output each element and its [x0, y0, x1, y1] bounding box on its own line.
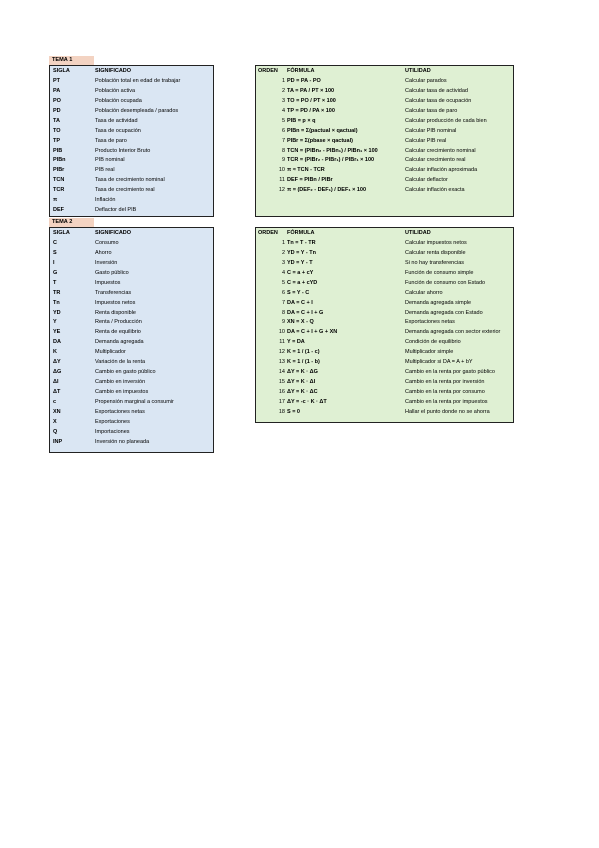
header-formula: FÓRMULA — [287, 68, 315, 74]
symbol-sigla: Q — [53, 428, 58, 435]
formula-text: Tn = T - TR — [287, 239, 316, 246]
formula-text: PIBn = Σ(pactual × qactual) — [287, 127, 358, 134]
formula-text: PD = PA - PO — [287, 77, 321, 84]
symbol-significado: Tasa de paro — [95, 137, 127, 144]
symbol-sigla: PT — [53, 77, 61, 84]
symbol-row — [50, 137, 213, 147]
formula-orden: 3 — [281, 259, 285, 266]
formula-utilidad: Calcular inflación exacta — [405, 187, 465, 194]
formula-text: π ≈ TCN - TCR — [287, 167, 325, 174]
tema2-symbols-table — [49, 227, 214, 453]
symbol-sigla: TR — [53, 289, 61, 296]
symbol-significado: Impuestos netos — [95, 299, 136, 306]
formula-row — [256, 269, 513, 279]
formula-orden: 6 — [281, 289, 285, 296]
symbol-row — [50, 206, 213, 216]
symbol-sigla: PO — [53, 97, 61, 104]
symbol-sigla: PIB — [53, 147, 63, 154]
header-sigla: SIGLA — [53, 68, 70, 74]
formula-utilidad: Cambio en la renta por consumo — [405, 389, 485, 395]
formula-text: DEF = PIBn / PIBr — [287, 177, 333, 184]
formula-row — [256, 137, 513, 147]
symbol-significado: Importaciones — [95, 428, 130, 435]
symbol-row — [50, 196, 213, 206]
formula-text: DA = C + I + G — [287, 309, 324, 316]
formula-orden: 16 — [278, 389, 285, 395]
symbol-sigla: ΔY — [53, 359, 61, 366]
formula-text: YD = Y - Tn — [287, 249, 316, 256]
symbol-row — [50, 289, 213, 299]
symbol-significado: Población desempleada / parados — [95, 107, 179, 114]
symbol-sigla: S — [53, 249, 57, 256]
tema1-formulas-table — [255, 65, 514, 217]
symbol-sigla: DA — [53, 339, 61, 346]
formula-orden: 9 — [281, 319, 285, 326]
header-formula: FÓRMULA — [287, 230, 315, 236]
formula-text: YD = Y - T — [287, 259, 313, 266]
symbol-significado: Cambio en impuestos — [95, 389, 149, 395]
formula-orden: 8 — [281, 147, 285, 154]
symbol-significado: Variación de la renta — [95, 359, 146, 366]
symbol-row — [50, 147, 213, 157]
header-significado: SIGNIFICADO — [95, 230, 132, 236]
formula-text: π = (DEF₂ - DEF₁) / DEF₁ × 100 — [287, 187, 367, 194]
formula-row — [256, 166, 513, 176]
header-utilidad: UTILIDAD — [405, 68, 431, 74]
formula-utilidad: Demanda agregada simple — [405, 299, 472, 306]
formula-orden: 7 — [281, 299, 285, 306]
formula-row — [256, 156, 513, 166]
symbol-significado: Renta / Producción — [95, 319, 142, 326]
tema1-symbols-table — [49, 65, 214, 217]
symbol-significado: Inversión no planeada — [95, 438, 150, 445]
formula-text: DA = C + I + G + XN — [287, 329, 338, 336]
symbol-sigla: TP — [53, 137, 61, 144]
symbol-significado: Multiplicador — [95, 349, 126, 356]
formula-orden: 6 — [281, 127, 285, 134]
header-orden: ORDEN — [258, 68, 278, 74]
symbol-sigla: XN — [53, 408, 61, 415]
symbol-row — [50, 299, 213, 309]
formula-row — [256, 117, 513, 127]
formula-orden: 3 — [281, 97, 285, 104]
formula-utilidad: Calcular deflactor — [405, 177, 448, 184]
formula-orden: 7 — [281, 137, 285, 144]
formula-utilidad: Cambio en la renta por gasto público — [405, 369, 495, 376]
formula-text: ΔY = K · ΔC — [287, 389, 318, 395]
symbol-row — [50, 186, 213, 196]
header-utilidad: UTILIDAD — [405, 230, 431, 236]
symbol-significado: Propensión marginal a consumir — [95, 398, 174, 405]
formula-text: ΔY = K · ΔG — [287, 369, 318, 376]
symbol-significado: Población total en edad de trabajar — [95, 77, 181, 84]
formula-row — [256, 239, 513, 249]
symbol-row — [50, 309, 213, 319]
formula-orden: 13 — [278, 359, 285, 366]
header-orden: ORDEN — [258, 230, 278, 236]
formula-text: TO = PO / PT × 100 — [287, 97, 336, 104]
symbol-sigla: PA — [53, 87, 61, 94]
formula-orden: 11 — [279, 177, 285, 184]
symbol-sigla: c — [53, 398, 57, 405]
symbol-significado: Renta disponible — [95, 309, 136, 316]
formula-row — [256, 309, 513, 319]
symbol-sigla: PIBn — [53, 157, 66, 164]
symbol-row — [50, 77, 213, 87]
formula-orden: 9 — [281, 157, 285, 164]
symbol-sigla: DEF — [53, 207, 64, 214]
symbol-row — [50, 368, 213, 378]
formula-orden: 10 — [278, 329, 285, 336]
formula-utilidad: Calcular PIB real — [405, 137, 447, 144]
formula-utilidad: Demanda agregada con Estado — [405, 309, 483, 316]
symbol-row — [50, 428, 213, 438]
symbol-significado: Exportaciones — [95, 418, 130, 425]
symbol-row — [50, 127, 213, 137]
tema2-formulas-header — [256, 229, 513, 239]
symbol-significado: Ahorro — [95, 249, 112, 256]
formula-text: S = Y - C — [287, 289, 310, 296]
symbol-row — [50, 378, 213, 388]
formula-orden: 5 — [281, 279, 285, 286]
symbol-significado: Exportaciones netas — [95, 408, 145, 415]
formula-orden: 12 — [278, 187, 285, 194]
formula-row — [256, 368, 513, 378]
tema1-symbols-header — [50, 67, 213, 77]
symbol-significado: Impuestos — [95, 279, 121, 286]
formula-row — [256, 176, 513, 186]
symbol-sigla: YE — [53, 329, 61, 336]
symbol-significado: Tasa de crecimiento real — [95, 187, 155, 194]
formula-utilidad: Multiplicador si DA = A + bY — [405, 359, 473, 366]
symbol-significado: Transferencias — [95, 289, 132, 296]
formula-orden: 10 — [278, 167, 285, 174]
formula-utilidad: Hallar el punto donde no se ahorra — [405, 408, 490, 415]
symbol-row — [50, 259, 213, 269]
formula-row — [256, 318, 513, 328]
formula-row — [256, 87, 513, 97]
symbol-row — [50, 358, 213, 368]
formula-orden: 18 — [278, 408, 285, 415]
symbol-row — [50, 279, 213, 289]
formula-utilidad: Exportaciones netas — [405, 319, 455, 326]
symbol-sigla: YD — [53, 309, 61, 316]
formula-orden: 14 — [278, 369, 285, 376]
formula-row — [256, 107, 513, 117]
symbol-significado: Inversión — [95, 259, 118, 266]
symbol-sigla: ΔG — [53, 369, 62, 376]
formula-utilidad: Si no hay transferencias — [405, 259, 465, 266]
formula-text: DA = C + I — [287, 299, 313, 306]
symbol-row — [50, 398, 213, 408]
formula-row — [256, 299, 513, 309]
formula-text: Y = DA — [287, 339, 305, 346]
tema1-label: TEMA 1 — [49, 56, 94, 65]
symbol-row — [50, 438, 213, 448]
formula-orden: 2 — [281, 249, 285, 256]
tema2-symbols-header — [50, 229, 213, 239]
formula-utilidad: Cambio en la renta por inversión — [405, 379, 485, 386]
formula-text: PIB = p × q — [287, 117, 316, 124]
symbol-row — [50, 117, 213, 127]
formula-orden: 12 — [278, 349, 285, 356]
symbol-sigla: X — [53, 418, 57, 425]
formula-row — [256, 147, 513, 157]
header-significado: SIGNIFICADO — [95, 68, 132, 74]
formula-text: TCR = (PIBr₂ - PIBr₁) / PIBr₁ × 100 — [287, 157, 375, 164]
formula-utilidad: Calcular inflación aproximada — [405, 167, 478, 174]
symbol-sigla: K — [53, 349, 57, 356]
formula-row — [256, 328, 513, 338]
symbol-significado: Población ocupada — [95, 97, 142, 104]
formula-row — [256, 97, 513, 107]
symbol-row — [50, 328, 213, 338]
formula-utilidad: Calcular producción de cada bien — [405, 117, 487, 124]
symbol-sigla: TCR — [53, 187, 65, 194]
formula-orden: 15 — [278, 379, 285, 386]
formula-utilidad: Condición de equilibrio — [405, 339, 461, 346]
symbol-significado: Tasa de actividad — [95, 117, 138, 124]
symbol-significado: Demanda agregada — [95, 339, 144, 346]
symbol-significado: Producto Interior Bruto — [95, 147, 151, 154]
formula-orden: 5 — [281, 117, 285, 124]
symbol-significado: Cambio en inversión — [95, 379, 146, 386]
symbol-significado: Inflación — [95, 197, 116, 204]
symbol-significado: Gasto público — [95, 269, 129, 276]
symbol-sigla: G — [53, 269, 58, 276]
symbol-row — [50, 318, 213, 328]
symbol-sigla: Tn — [53, 299, 60, 306]
formula-row — [256, 388, 513, 398]
tema2-formulas-table — [255, 227, 514, 423]
formula-row — [256, 398, 513, 408]
formula-orden: 17 — [278, 398, 285, 405]
formula-row — [256, 408, 513, 418]
symbol-sigla: ΔI — [53, 379, 59, 386]
symbol-sigla: PIBr — [53, 167, 65, 174]
formula-utilidad: Calcular crecimiento nominal — [405, 147, 476, 154]
formula-text: C = a + cYD — [287, 279, 318, 286]
formula-utilidad: Función de consumo con Estado — [405, 279, 486, 286]
symbol-sigla: ΔT — [53, 389, 61, 395]
formula-orden: 1 — [281, 239, 285, 246]
formula-text: K = 1 / (1 - c) — [287, 349, 320, 356]
formula-text: TP = PD / PA × 100 — [287, 107, 335, 114]
formula-text: TA = PA / PT × 100 — [287, 87, 335, 94]
symbol-row — [50, 348, 213, 358]
symbol-significado: Cambio en gasto público — [95, 369, 156, 376]
symbol-row — [50, 249, 213, 259]
formula-orden: 8 — [281, 309, 285, 316]
formula-row — [256, 77, 513, 87]
symbol-row — [50, 97, 213, 107]
symbol-row — [50, 388, 213, 398]
formula-utilidad: Cambio en la renta por impuestos — [405, 398, 488, 405]
header-sigla: SIGLA — [53, 230, 70, 236]
formula-text: XN = X - Q — [287, 319, 314, 326]
formula-text: TCN = (PIBn₂ - PIBn₁) / PIBn₁ × 100 — [287, 147, 378, 154]
symbol-row — [50, 87, 213, 97]
formula-utilidad: Calcular ahorro — [405, 289, 443, 296]
symbol-sigla: T — [53, 279, 57, 286]
formula-row — [256, 348, 513, 358]
formula-row — [256, 259, 513, 269]
formula-text: S = 0 — [287, 408, 300, 415]
formula-row — [256, 127, 513, 137]
formula-utilidad: Calcular tasa de ocupación — [405, 97, 472, 104]
symbol-sigla: PD — [53, 107, 61, 114]
formula-row — [256, 186, 513, 196]
formula-orden: 4 — [281, 269, 285, 276]
symbol-row — [50, 176, 213, 186]
formula-utilidad: Calcular renta disponible — [405, 249, 466, 256]
symbol-row — [50, 166, 213, 176]
formula-row — [256, 358, 513, 368]
formula-orden: 1 — [281, 77, 285, 84]
symbol-row — [50, 408, 213, 418]
tema2-label: TEMA 2 — [49, 218, 94, 227]
symbol-significado: Deflactor del PIB — [95, 207, 137, 214]
symbol-row — [50, 418, 213, 428]
tema1-formulas-header — [256, 67, 513, 77]
formula-utilidad: Calcular tasa de actividad — [405, 87, 468, 94]
symbol-significado: Consumo — [95, 239, 119, 246]
formula-row — [256, 338, 513, 348]
formula-text: ΔY = K · ΔI — [287, 379, 316, 386]
symbol-significado: Tasa de ocupación — [95, 127, 141, 134]
formula-text: C = a + cY — [287, 269, 314, 276]
symbol-row — [50, 338, 213, 348]
symbol-significado: PIB real — [95, 167, 115, 174]
symbol-sigla: INP — [53, 438, 63, 445]
symbol-significado: Tasa de crecimiento nominal — [95, 177, 165, 184]
formula-row — [256, 249, 513, 259]
symbol-sigla: TO — [53, 127, 61, 134]
formula-text: K = 1 / (1 - b) — [287, 359, 320, 366]
formula-row — [256, 378, 513, 388]
symbol-row — [50, 269, 213, 279]
symbol-sigla: TA — [53, 117, 60, 124]
formula-utilidad: Calcular tasa de paro — [405, 107, 458, 114]
formula-row — [256, 279, 513, 289]
formula-row — [256, 289, 513, 299]
formula-text: PIBr = Σ(pbase × qactual) — [287, 137, 353, 144]
symbol-significado: Población activa — [95, 87, 136, 94]
symbol-sigla: π — [53, 197, 58, 204]
symbol-sigla: I — [53, 259, 55, 266]
symbol-row — [50, 156, 213, 166]
symbol-row — [50, 107, 213, 117]
formula-orden: 4 — [281, 107, 285, 114]
formula-utilidad: Calcular PIB nominal — [405, 127, 457, 134]
symbol-sigla: TCN — [53, 177, 65, 184]
symbol-significado: Renta de equilibrio — [95, 329, 141, 336]
symbol-significado: PIB nominal — [95, 157, 125, 164]
formula-utilidad: Calcular parados — [405, 77, 447, 84]
formula-text: ΔY = -c · K · ΔT — [287, 398, 327, 405]
formula-utilidad: Calcular crecimiento real — [405, 157, 466, 164]
formula-orden: 2 — [281, 87, 285, 94]
formula-utilidad: Función de consumo simple — [405, 269, 474, 276]
formula-utilidad: Calcular impuestos netos — [405, 239, 467, 246]
formula-utilidad: Demanda agregada con sector exterior — [405, 329, 501, 336]
symbol-row — [50, 239, 213, 249]
symbol-sigla: Y — [53, 319, 57, 326]
symbol-sigla: C — [53, 239, 57, 246]
formula-utilidad: Multiplicador simple — [405, 349, 454, 356]
formula-orden: 11 — [279, 339, 285, 346]
